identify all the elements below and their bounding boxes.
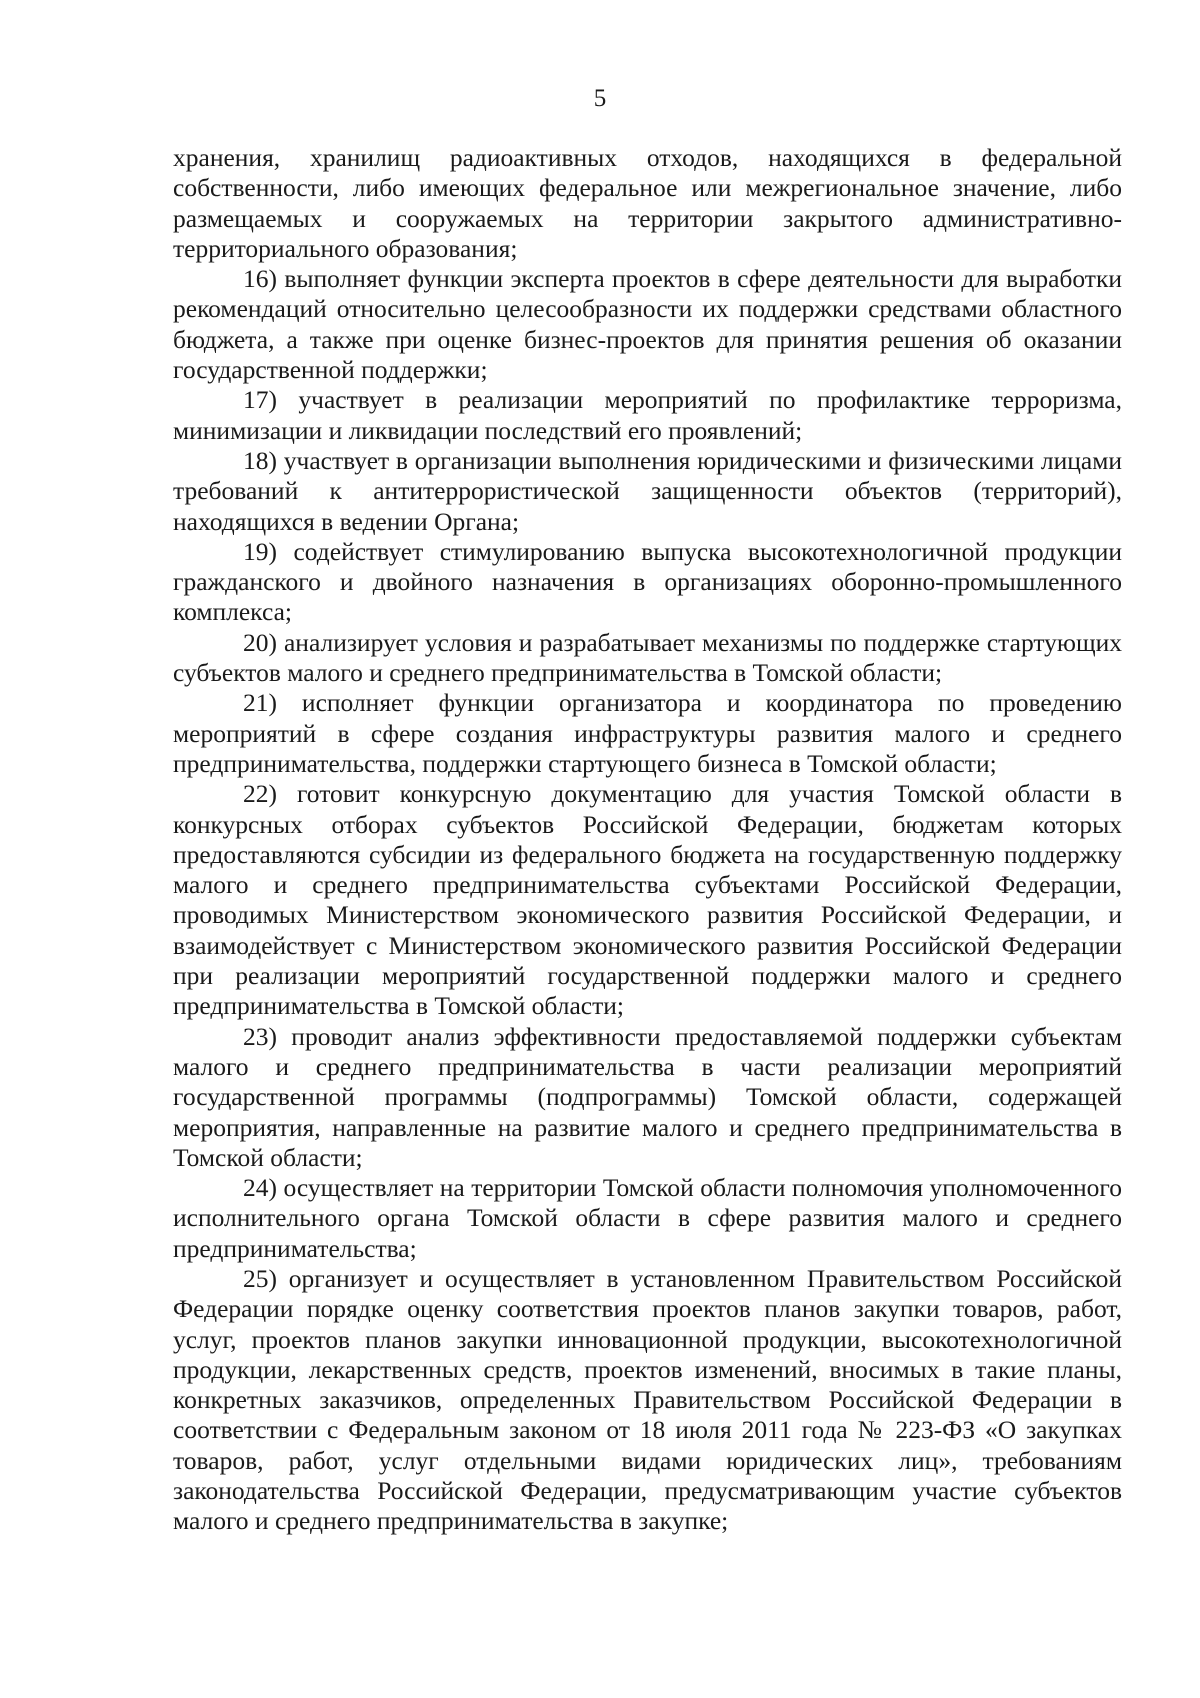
list-item-19: 19) содействует стимулированию выпуска высокотехнологичной продукции гражданского и двойного назначения в организациях оборонно-промышленного комплекса;: [173, 536, 1122, 627]
list-item-21: 21) исполняет функции организатора и координатора по проведению мероприятий в сфере создания инфраструктуры развития малого и среднего предпринимательства, поддержки стартующего бизнеса в Томской области;: [173, 688, 1122, 778]
list-item-25: 25) организует и осуществляет в установленном Правительством Российской Федерации порядке оценку соответствия проектов планов закупки товаров, работ, услуг, проектов планов закупки инновационной продукции, высокотехнологичной продукции, лекарственных средств, проектов изменений, вносимых в такие планы, конкретных заказчиков, определенных Правительством Российской Федерации в соответствии с Федеральным законом от 18 июля 2011 года № 223-ФЗ «О закупках товаров, работ, услуг отдельными видами юридических лиц», требованиям законодательства Российской Федерации, предусматривающим участие субъектов малого и среднего предпринимательства в закупке;: [173, 1263, 1122, 1536]
list-item-23: 23) проводит анализ эффективности предоставляемой поддержки субъектам малого и среднего предпринимательства в части реализации мероприятий государственной программы (подпрограммы) Томской области, содержащей мероприятия, направленные на развитие малого и среднего предпринимательства в Томской области;: [173, 1021, 1122, 1172]
list-item-22: 22) готовит конкурсную документацию для участия Томской области в конкурсных отборах субъектов Российской Федерации, бюджетам которых предоставляются субсидии из федерального бюджета на государственную поддержку малого и среднего предпринимательства субъектами Российской Федерации, проводимых Министерством экономического развития Российской Федерации, и взаимодействует с Министерством экономического развития Российской Федерации при реализации мероприятий государственной поддержки малого и среднего предпринимательства в Томской области;: [173, 779, 1122, 1021]
list-item-20: 20) анализирует условия и разрабатывает механизмы по поддержке стартующих субъектов малого и среднего предпринимательства в Томской области;: [173, 627, 1122, 688]
page-number: 5: [593, 85, 607, 112]
list-item-24: 24) осуществляет на территории Томской области полномочия уполномоченного исполнительного органа Томской области в сфере развития малого и среднего предпринимательства;: [173, 1173, 1122, 1263]
paragraph-continuation: хранения, хранилищ радиоактивных отходов, находящихся в федеральной собственности, либо имеющих федеральное или межрегиональное значение, либо размещаемых и сооружаемых на территории закрытого административно-территориального образования;: [173, 143, 1122, 263]
list-item-18: 18) участвует в организации выполнения юридическими и физическими лицами требований к антитеррористической защищенности объектов (территорий), находящихся в ведении Органа;: [173, 445, 1122, 536]
document-body: [173, 143, 1122, 1537]
list-item-16: 16) выполняет функции эксперта проектов в сфере деятельности для выработки рекомендаций относительно целесообразности их поддержки средствами областного бюджета, а также при оценке бизнес-проектов для принятия решения об оказании государственной поддержки;: [173, 264, 1122, 385]
list-item-17: 17) участвует в реализации мероприятий по профилактике терроризма, минимизации и ликвидации последствий его проявлений;: [173, 385, 1122, 445]
